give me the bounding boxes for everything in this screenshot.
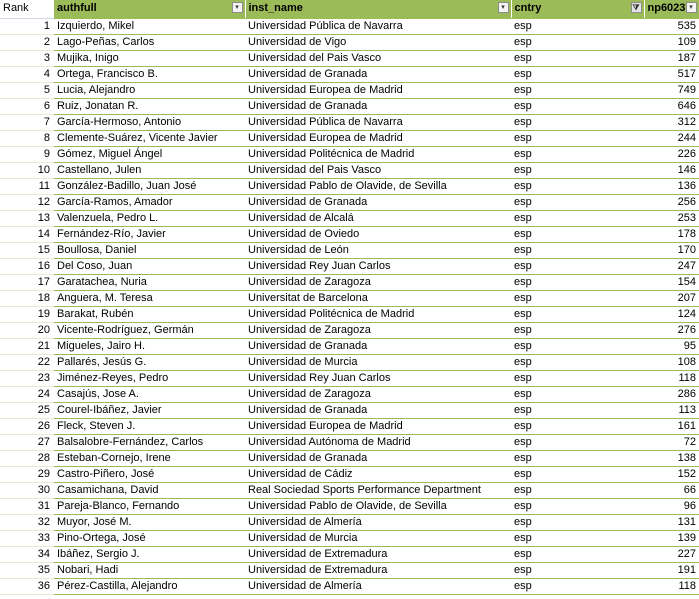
table-row[interactable] xyxy=(0,482,699,498)
author-cell[interactable]: Pareja-Blanco, Fernando xyxy=(54,498,245,514)
dropdown-arrow-icon[interactable]: ▾ xyxy=(686,2,697,13)
country-cell[interactable]: esp xyxy=(511,82,644,98)
institution-cell[interactable]: Universidad Rey Juan Carlos xyxy=(245,258,511,274)
institution-cell[interactable]: Universidad de Cádiz xyxy=(245,466,511,482)
rank-cell[interactable]: 21 xyxy=(0,338,54,354)
institution-cell[interactable]: Universidad de Granada xyxy=(245,194,511,210)
country-cell[interactable]: esp xyxy=(511,66,644,82)
column-header-authfull[interactable] xyxy=(54,0,245,18)
author-cell[interactable]: Mujika, Inigo xyxy=(54,50,245,66)
table-row[interactable] xyxy=(0,514,699,530)
rank-cell[interactable]: 18 xyxy=(0,290,54,306)
institution-cell[interactable]: Universidad de Granada xyxy=(245,66,511,82)
rank-cell[interactable]: 3 xyxy=(0,50,54,66)
institution-cell[interactable]: Universidad de Granada xyxy=(245,402,511,418)
author-cell[interactable]: Castro-Piñero, José xyxy=(54,466,245,482)
np-cell[interactable]: 146 xyxy=(644,162,699,178)
table-row[interactable] xyxy=(0,226,699,242)
np-cell[interactable]: 131 xyxy=(644,514,699,530)
country-cell[interactable]: esp xyxy=(511,306,644,322)
institution-cell[interactable]: Universidad Europea de Madrid xyxy=(245,82,511,98)
author-cell[interactable]: Esteban-Cornejo, Irene xyxy=(54,450,245,466)
author-cell[interactable]: Del Coso, Juan xyxy=(54,258,245,274)
table-row[interactable] xyxy=(0,162,699,178)
country-cell[interactable]: esp xyxy=(511,258,644,274)
table-row[interactable] xyxy=(0,402,699,418)
header-label: Rank xyxy=(3,2,29,15)
table-row[interactable] xyxy=(0,194,699,210)
author-cell[interactable]: Clemente-Suárez, Vicente Javier xyxy=(54,130,245,146)
country-cell[interactable]: esp xyxy=(511,210,644,226)
institution-cell[interactable]: Universidad Politécnica de Madrid xyxy=(245,146,511,162)
np-cell[interactable]: 72 xyxy=(644,434,699,450)
institution-cell[interactable]: Universidad de Alcalá xyxy=(245,210,511,226)
table-row[interactable] xyxy=(0,434,699,450)
rank-cell[interactable]: 20 xyxy=(0,322,54,338)
rank-cell[interactable]: 34 xyxy=(0,546,54,562)
rank-cell[interactable]: 1 xyxy=(0,18,54,34)
author-cell[interactable]: Fernández-Río, Javier xyxy=(54,226,245,242)
np-cell[interactable]: 118 xyxy=(644,370,699,386)
author-cell[interactable]: Casamichana, David xyxy=(54,482,245,498)
np-cell[interactable]: 118 xyxy=(644,578,699,594)
institution-cell[interactable]: Universidad Autónoma de Madrid xyxy=(245,434,511,450)
table-row[interactable] xyxy=(0,114,699,130)
rank-cell[interactable]: 10 xyxy=(0,162,54,178)
rank-cell[interactable]: 14 xyxy=(0,226,54,242)
rank-cell[interactable]: 2 xyxy=(0,34,54,50)
country-cell[interactable]: esp xyxy=(511,466,644,482)
filter-active-icon[interactable]: ⧩ xyxy=(632,3,640,12)
np-cell[interactable]: 66 xyxy=(644,482,699,498)
rank-cell[interactable]: 32 xyxy=(0,514,54,530)
country-cell[interactable]: esp xyxy=(511,50,644,66)
rank-cell[interactable]: 30 xyxy=(0,482,54,498)
country-cell[interactable]: esp xyxy=(511,370,644,386)
header-label: inst_name xyxy=(248,2,303,15)
rank-cell[interactable]: 7 xyxy=(0,114,54,130)
table-row[interactable] xyxy=(0,466,699,482)
header-label: np6023 xyxy=(647,2,686,15)
rank-cell[interactable]: 35 xyxy=(0,562,54,578)
author-cell[interactable]: Muyor, José M. xyxy=(54,514,245,530)
author-cell[interactable]: Barakat, Rubén xyxy=(54,306,245,322)
np-cell[interactable]: 108 xyxy=(644,354,699,370)
country-cell[interactable]: esp xyxy=(511,514,644,530)
np-cell[interactable]: 227 xyxy=(644,546,699,562)
np-cell[interactable]: 187 xyxy=(644,50,699,66)
country-cell[interactable]: esp xyxy=(511,162,644,178)
country-cell[interactable]: esp xyxy=(511,386,644,402)
author-cell[interactable]: Castellano, Julen xyxy=(54,162,245,178)
table-row[interactable] xyxy=(0,562,699,578)
author-cell[interactable]: Migueles, Jairo H. xyxy=(54,338,245,354)
table-row[interactable] xyxy=(0,66,699,82)
country-cell[interactable]: esp xyxy=(511,274,644,290)
table-row[interactable] xyxy=(0,530,699,546)
np-cell[interactable]: 247 xyxy=(644,258,699,274)
institution-cell[interactable]: Universidad de Zaragoza xyxy=(245,322,511,338)
table-row[interactable] xyxy=(0,418,699,434)
country-cell[interactable]: esp xyxy=(511,546,644,562)
rank-cell[interactable]: 36 xyxy=(0,578,54,594)
author-cell[interactable]: Lago-Peñas, Carlos xyxy=(54,34,245,50)
institution-cell[interactable]: Universidad Rey Juan Carlos xyxy=(245,370,511,386)
country-cell[interactable]: esp xyxy=(511,578,644,594)
np-cell[interactable]: 191 xyxy=(644,562,699,578)
table-row[interactable] xyxy=(0,18,699,34)
np-cell[interactable]: 152 xyxy=(644,466,699,482)
dropdown-arrow-icon[interactable]: ▾ xyxy=(498,2,509,13)
table-row[interactable] xyxy=(0,578,699,594)
author-cell[interactable]: Izquierdo, Mikel xyxy=(54,18,245,34)
header-row xyxy=(0,0,699,18)
author-cell[interactable]: Boullosa, Daniel xyxy=(54,242,245,258)
country-cell[interactable]: esp xyxy=(511,338,644,354)
np-cell[interactable]: 139 xyxy=(644,530,699,546)
np-cell[interactable]: 161 xyxy=(644,418,699,434)
country-cell[interactable]: esp xyxy=(511,34,644,50)
rank-cell[interactable]: 12 xyxy=(0,194,54,210)
country-cell[interactable]: esp xyxy=(511,402,644,418)
institution-cell[interactable]: Universidad de Vigo xyxy=(245,34,511,50)
author-cell[interactable]: García-Hermoso, Antonio xyxy=(54,114,245,130)
rank-cell[interactable]: 31 xyxy=(0,498,54,514)
institution-cell[interactable]: Universidad de Murcia xyxy=(245,354,511,370)
institution-cell[interactable]: Universidad Politécnica de Madrid xyxy=(245,306,511,322)
rank-cell[interactable]: 26 xyxy=(0,418,54,434)
np-cell[interactable]: 256 xyxy=(644,194,699,210)
country-cell[interactable]: esp xyxy=(511,242,644,258)
country-cell[interactable]: esp xyxy=(511,114,644,130)
country-cell[interactable]: esp xyxy=(511,450,644,466)
rank-cell[interactable]: 4 xyxy=(0,66,54,82)
country-cell[interactable]: esp xyxy=(511,498,644,514)
institution-cell[interactable]: Universitat de Barcelona xyxy=(245,290,511,306)
table-row[interactable] xyxy=(0,322,699,338)
table-row[interactable] xyxy=(0,34,699,50)
rank-cell[interactable]: 29 xyxy=(0,466,54,482)
country-cell[interactable]: esp xyxy=(511,194,644,210)
np-cell[interactable]: 226 xyxy=(644,146,699,162)
institution-cell[interactable]: Universidad Pablo de Olavide, de Sevilla xyxy=(245,498,511,514)
table-row[interactable] xyxy=(0,274,699,290)
table-row[interactable] xyxy=(0,386,699,402)
institution-cell[interactable]: Universidad de Zaragoza xyxy=(245,274,511,290)
table-row[interactable] xyxy=(0,82,699,98)
table-row[interactable] xyxy=(0,210,699,226)
column-header-rank[interactable] xyxy=(0,0,54,18)
author-cell[interactable]: Nobari, Hadi xyxy=(54,562,245,578)
np-cell[interactable]: 517 xyxy=(644,66,699,82)
np-cell[interactable]: 124 xyxy=(644,306,699,322)
institution-cell[interactable]: Universidad del Pais Vasco xyxy=(245,162,511,178)
author-cell[interactable]: Ortega, Francisco B. xyxy=(54,66,245,82)
rank-cell[interactable]: 22 xyxy=(0,354,54,370)
np-cell[interactable]: 535 xyxy=(644,18,699,34)
rank-cell[interactable]: 25 xyxy=(0,402,54,418)
np-cell[interactable]: 646 xyxy=(644,98,699,114)
np-cell[interactable]: 96 xyxy=(644,498,699,514)
rank-cell[interactable]: 33 xyxy=(0,530,54,546)
author-cell[interactable]: Anguera, M. Teresa xyxy=(54,290,245,306)
np-cell[interactable]: 207 xyxy=(644,290,699,306)
institution-cell[interactable]: Universidad Europea de Madrid xyxy=(245,418,511,434)
rank-cell[interactable]: 6 xyxy=(0,98,54,114)
rank-cell[interactable]: 15 xyxy=(0,242,54,258)
institution-cell[interactable]: Universidad de Granada xyxy=(245,338,511,354)
rank-cell[interactable]: 19 xyxy=(0,306,54,322)
table-row[interactable] xyxy=(0,290,699,306)
institution-cell[interactable]: Universidad de Almería xyxy=(245,514,511,530)
rank-cell[interactable]: 28 xyxy=(0,450,54,466)
table-row[interactable] xyxy=(0,146,699,162)
country-cell[interactable]: esp xyxy=(511,322,644,338)
institution-cell[interactable]: Universidad de Extremadura xyxy=(245,562,511,578)
rank-cell[interactable]: 11 xyxy=(0,178,54,194)
rank-cell[interactable]: 23 xyxy=(0,370,54,386)
column-header-cntry[interactable] xyxy=(511,0,644,18)
country-cell[interactable]: esp xyxy=(511,178,644,194)
country-cell[interactable]: esp xyxy=(511,562,644,578)
np-cell[interactable]: 109 xyxy=(644,34,699,50)
header-label: cntry xyxy=(514,2,542,15)
institution-cell[interactable]: Universidad Pablo de Olavide, de Sevilla xyxy=(245,178,511,194)
rank-cell[interactable]: 16 xyxy=(0,258,54,274)
country-cell[interactable]: esp xyxy=(511,130,644,146)
table-row[interactable] xyxy=(0,306,699,322)
dropdown-arrow-icon[interactable]: ▾ xyxy=(232,2,243,13)
author-cell[interactable]: Pallarés, Jesús G. xyxy=(54,354,245,370)
table-row[interactable] xyxy=(0,338,699,354)
author-cell[interactable]: Ruiz, Jonatan R. xyxy=(54,98,245,114)
institution-cell[interactable]: Universidad de León xyxy=(245,242,511,258)
header-label: authfull xyxy=(57,2,97,15)
np-cell[interactable]: 286 xyxy=(644,386,699,402)
column-header-np6023[interactable] xyxy=(644,0,699,18)
author-cell[interactable]: Casajús, Jose A. xyxy=(54,386,245,402)
rank-cell[interactable]: 13 xyxy=(0,210,54,226)
country-cell[interactable]: esp xyxy=(511,146,644,162)
author-cell[interactable]: Fleck, Steven J. xyxy=(54,418,245,434)
institution-cell[interactable]: Universidad de Granada xyxy=(245,98,511,114)
institution-cell[interactable]: Universidad Pública de Navarra xyxy=(245,114,511,130)
np-cell[interactable]: 253 xyxy=(644,210,699,226)
rank-cell[interactable]: 5 xyxy=(0,82,54,98)
np-cell[interactable]: 138 xyxy=(644,450,699,466)
author-cell[interactable]: Courel-Ibáñez, Javier xyxy=(54,402,245,418)
np-cell[interactable]: 312 xyxy=(644,114,699,130)
institution-cell[interactable]: Universidad de Oviedo xyxy=(245,226,511,242)
country-cell[interactable]: esp xyxy=(511,354,644,370)
author-cell[interactable]: García-Ramos, Amador xyxy=(54,194,245,210)
country-cell[interactable]: esp xyxy=(511,226,644,242)
institution-cell[interactable]: Universidad de Extremadura xyxy=(245,546,511,562)
institution-cell[interactable]: Universidad Europea de Madrid xyxy=(245,130,511,146)
np-cell[interactable]: 170 xyxy=(644,242,699,258)
institution-cell[interactable]: Universidad de Granada xyxy=(245,450,511,466)
country-cell[interactable]: esp xyxy=(511,530,644,546)
np-cell[interactable]: 749 xyxy=(644,82,699,98)
table-row[interactable] xyxy=(0,242,699,258)
table-row[interactable] xyxy=(0,178,699,194)
rank-cell[interactable]: 8 xyxy=(0,130,54,146)
country-cell[interactable]: esp xyxy=(511,418,644,434)
table-row[interactable] xyxy=(0,370,699,386)
table-row[interactable] xyxy=(0,98,699,114)
author-cell[interactable]: Pérez-Castilla, Alejandro xyxy=(54,578,245,594)
author-cell[interactable]: Jiménez-Reyes, Pedro xyxy=(54,370,245,386)
rank-cell[interactable]: 27 xyxy=(0,434,54,450)
np-cell[interactable]: 113 xyxy=(644,402,699,418)
table-row[interactable] xyxy=(0,130,699,146)
table-row[interactable] xyxy=(0,498,699,514)
author-cell[interactable]: González-Badillo, Juan José xyxy=(54,178,245,194)
institution-cell[interactable]: Universidad de Zaragoza xyxy=(245,386,511,402)
institution-cell[interactable]: Universidad de Murcia xyxy=(245,530,511,546)
author-cell[interactable]: Balsalobre-Fernández, Carlos xyxy=(54,434,245,450)
np-cell[interactable]: 276 xyxy=(644,322,699,338)
author-cell[interactable]: Ibáñez, Sergio J. xyxy=(54,546,245,562)
rank-cell[interactable]: 17 xyxy=(0,274,54,290)
table-row[interactable] xyxy=(0,546,699,562)
np-cell[interactable]: 244 xyxy=(644,130,699,146)
country-cell[interactable]: esp xyxy=(511,98,644,114)
institution-cell[interactable]: Universidad del Pais Vasco xyxy=(245,50,511,66)
column-header-inst-name[interactable] xyxy=(245,0,511,18)
np-cell[interactable]: 95 xyxy=(644,338,699,354)
author-cell[interactable]: Garatachea, Nuria xyxy=(54,274,245,290)
table-row[interactable] xyxy=(0,258,699,274)
author-cell[interactable]: Vicente-Rodríguez, Germán xyxy=(54,322,245,338)
institution-cell[interactable]: Universidad Pública de Navarra xyxy=(245,18,511,34)
author-cell[interactable]: Valenzuela, Pedro L. xyxy=(54,210,245,226)
author-cell[interactable]: Gómez, Miguel Ángel xyxy=(54,146,245,162)
institution-cell[interactable]: Universidad de Almería xyxy=(245,578,511,594)
country-cell[interactable]: esp xyxy=(511,434,644,450)
table-row[interactable] xyxy=(0,450,699,466)
np-cell[interactable]: 154 xyxy=(644,274,699,290)
table-row[interactable] xyxy=(0,50,699,66)
rank-cell[interactable]: 9 xyxy=(0,146,54,162)
rank-cell[interactable]: 24 xyxy=(0,386,54,402)
country-cell[interactable]: esp xyxy=(511,482,644,498)
author-cell[interactable]: Lucia, Alejandro xyxy=(54,82,245,98)
country-cell[interactable]: esp xyxy=(511,290,644,306)
np-cell[interactable]: 178 xyxy=(644,226,699,242)
author-cell[interactable]: Pino-Ortega, José xyxy=(54,530,245,546)
institution-cell[interactable]: Real Sociedad Sports Performance Department xyxy=(245,482,511,498)
np-cell[interactable]: 136 xyxy=(644,178,699,194)
country-cell[interactable]: esp xyxy=(511,18,644,34)
table-row[interactable] xyxy=(0,354,699,370)
